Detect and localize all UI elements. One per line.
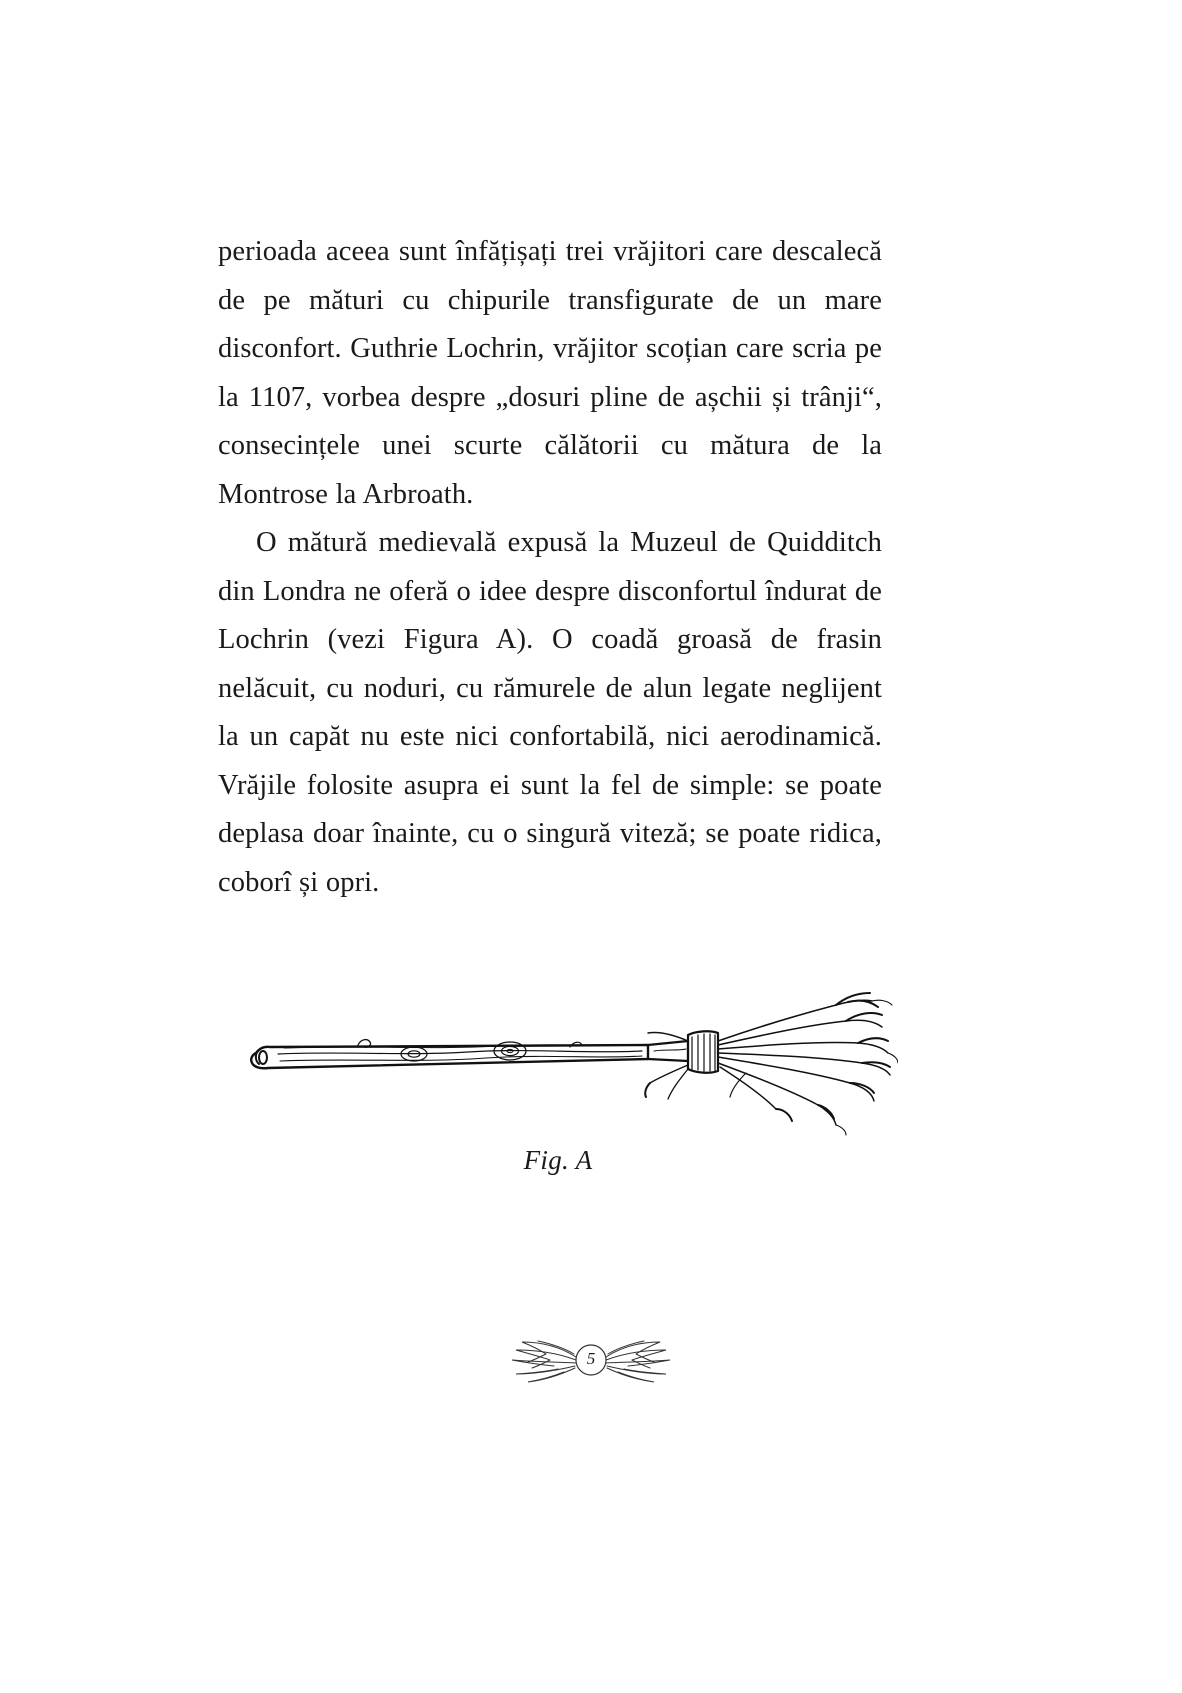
broomstick-icon [218,985,898,1145]
figure-illustration [218,985,898,1215]
figure-caption: Fig. A [523,1145,593,1175]
page-footer [0,1330,1182,1390]
page-number: 5 [586,1349,596,1368]
paragraph-2: O mătură medievală expusă la Muzeul de Quidditch din Londra ne oferă o idee despre disconfortul îndurat de Lochrin (vezi Figura A). O coadă groasă de frasin nelăcuit, cu noduri, cu rămurele de alun legate neglijent la un capăt nu este nici confortabilă, nici aerodinamică. Vrăjile folosite asupra ei sunt la fel de simple: se poate deplasa doar înainte, cu o singură viteză; se poate ridica, coborî și opri. [218,527,882,898]
body-text [218,228,882,907]
paragraph-1: perioada aceea sunt înfățișați trei vrăjitori care descalecă de pe mături cu chipurile transfigurate de un mare disconfort. Guthrie Lochrin, vrăjitor scoțian care scria pe la 1107, vorbea despre „dosuri pline de așchii și trânji“, consecințele unei scurte călătorii cu mătura de la Montrose la Arbroath. [218,236,882,510]
